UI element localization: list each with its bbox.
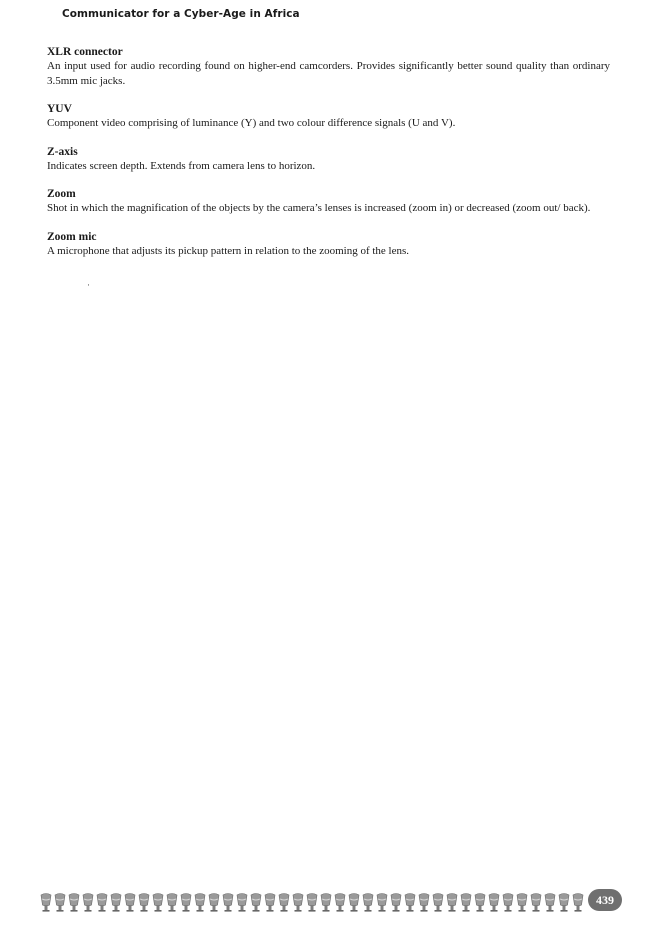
figure-strip-icon	[180, 892, 192, 912]
glossary-list	[47, 45, 610, 272]
page-number: 439	[588, 889, 622, 911]
glossary-term: Zoom mic	[47, 230, 97, 243]
glossary-entry	[47, 45, 610, 88]
figure-strip-icon	[474, 892, 486, 912]
figure-strip-icon	[460, 892, 472, 912]
glossary-definition: A microphone that adjusts its pickup pattern in relation to the zooming of the lens.	[47, 244, 410, 257]
figure-strip-icon	[54, 892, 66, 912]
glossary-term: Z-axis	[47, 145, 78, 158]
figure-strip-icon	[404, 892, 416, 912]
figure-strip-icon	[544, 892, 556, 912]
glossary-term: XLR connector	[47, 46, 123, 58]
figure-strip-icon	[110, 892, 122, 912]
figure-strip-icon	[446, 892, 458, 912]
glossary-definition: Indicates screen depth. Extends from camera lens to horizon.	[47, 159, 316, 172]
figure-strip-icon	[488, 892, 500, 912]
figure-strip-icon	[306, 892, 318, 912]
running-head: Communicator for a Cyber-Age in Africa	[62, 8, 300, 20]
figure-strip-icon	[292, 892, 304, 912]
figure-strip-icon	[250, 892, 262, 912]
figure-strip-icon	[418, 892, 430, 912]
footer-decoration	[40, 890, 595, 912]
figure-strip-icon	[558, 892, 570, 912]
figure-strip-icon	[376, 892, 388, 912]
figure-strip-icon	[390, 892, 402, 912]
figure-strip-icon	[502, 892, 514, 912]
figure-strip-icon	[40, 892, 52, 912]
figure-strip-icon	[138, 892, 150, 912]
figure-strip-icon	[572, 892, 584, 912]
figure-strip-icon	[68, 892, 80, 912]
figure-strip-icon	[264, 892, 276, 912]
glossary-definition: Component video comprising of luminance (Y) and two colour difference signals (U and V).	[47, 117, 456, 129]
figure-strip-icon	[278, 892, 290, 912]
glossary-definition: Shot in which the magnification of the objects by the camera’s lenses is increased (zoom in) or decreased (zoom out/ back).	[47, 202, 591, 214]
figure-strip-icon	[222, 892, 234, 912]
figure-strip-icon	[320, 892, 332, 912]
figure-strip-icon	[152, 892, 164, 912]
glossary-term: Zoom	[47, 188, 76, 200]
glossary-entry	[47, 230, 610, 259]
figure-strip-icon	[516, 892, 528, 912]
figure-strip-icon	[236, 892, 248, 912]
glossary-definition: An input used for audio recording found on higher-end camcorders. Provides significantly better sound quality than ordinary 3.5mm mic jacks.	[47, 60, 610, 87]
figure-strip-icon	[208, 892, 220, 912]
figure-strip-icon	[96, 892, 108, 912]
glossary-entry	[47, 102, 610, 131]
figure-strip-icon	[194, 892, 206, 912]
glossary-entry	[47, 187, 610, 216]
glossary-entry	[47, 145, 610, 174]
figure-strip-icon	[362, 892, 374, 912]
figure-strip-icon	[432, 892, 444, 912]
figure-strip-icon	[82, 892, 94, 912]
figure-strip-icon	[166, 892, 178, 912]
figure-strip-icon	[348, 892, 360, 912]
figure-strip-icon	[334, 892, 346, 912]
stray-mark: ·	[87, 280, 90, 290]
figure-strip-icon	[530, 892, 542, 912]
figure-strip-icon	[124, 892, 136, 912]
glossary-term: YUV	[47, 103, 72, 115]
